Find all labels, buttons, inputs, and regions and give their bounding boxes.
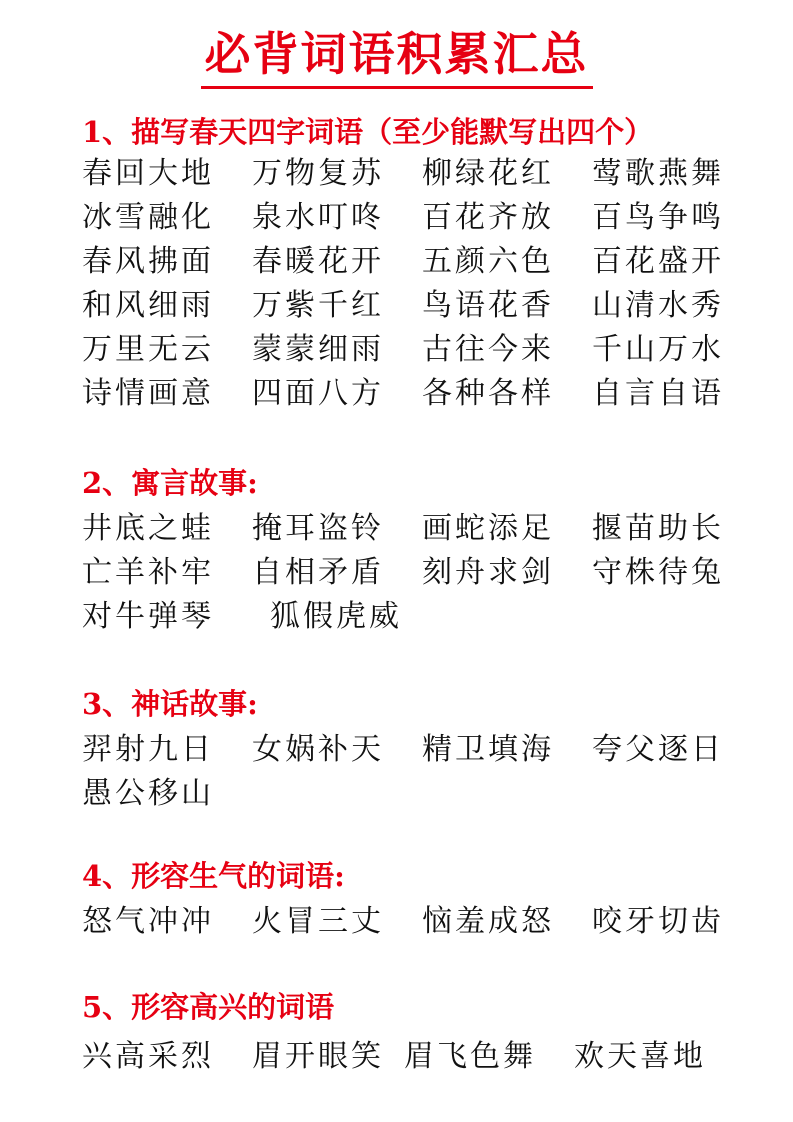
term-grid	[82, 507, 762, 639]
section-heading: 2、寓言故事:	[82, 466, 258, 500]
term-item: 眉飞色舞	[404, 1039, 536, 1074]
term-item: 羿射九日	[82, 732, 214, 767]
term-item: 泉水叮咚	[252, 200, 384, 235]
term-grid	[82, 728, 762, 816]
term-item: 诗情画意	[82, 376, 214, 411]
term-item: 古往今来	[422, 332, 554, 367]
term-item: 千山万水	[592, 332, 724, 367]
term-item: 和风细雨	[82, 288, 214, 323]
section-heading: 4、形容生气的词语:	[82, 859, 345, 893]
term-item: 春风拂面	[82, 244, 214, 279]
term-item: 夸父逐日	[592, 732, 724, 767]
term-item: 火冒三丈	[252, 904, 384, 939]
term-item: 春暖花开	[252, 244, 384, 279]
page-title: 必背词语积累汇总	[201, 24, 593, 89]
section-myths	[82, 684, 762, 816]
term-item: 春回大地	[82, 156, 214, 191]
term-row	[82, 1035, 762, 1079]
term-item: 山清水秀	[592, 288, 724, 323]
term-item: 百鸟争鸣	[592, 200, 724, 235]
term-item: 万里无云	[82, 332, 214, 367]
section-heading: 3、神话故事:	[82, 687, 258, 721]
term-item: 咬牙切齿	[592, 904, 724, 939]
term-item: 欢天喜地	[574, 1039, 706, 1074]
term-item: 揠苗助长	[592, 511, 724, 546]
term-item: 亡羊补牢	[82, 555, 214, 590]
term-item: 万紫千红	[252, 288, 384, 323]
term-item: 掩耳盗铃	[252, 511, 384, 546]
term-item: 恼羞成怒	[422, 904, 554, 939]
term-item: 对牛弹琴	[82, 599, 214, 634]
term-item: 狐假虎威	[270, 599, 402, 634]
term-item: 自相矛盾	[252, 555, 384, 590]
section-happy-words	[82, 987, 762, 1079]
section-spring-idioms	[82, 112, 762, 416]
section-angry-words	[82, 856, 762, 944]
term-item: 刻舟求剑	[422, 555, 554, 590]
term-item: 万物复苏	[252, 156, 384, 191]
term-item: 鸟语花香	[422, 288, 554, 323]
term-item: 蒙蒙细雨	[252, 332, 384, 367]
title-container	[0, 24, 793, 89]
section-heading: 5、形容高兴的词语	[82, 990, 335, 1024]
term-grid	[82, 152, 762, 416]
term-item: 莺歌燕舞	[592, 156, 724, 191]
term-item: 井底之蛙	[82, 511, 214, 546]
term-item: 精卫填海	[422, 732, 554, 767]
term-item: 冰雪融化	[82, 200, 214, 235]
term-item: 各种各样	[422, 376, 554, 411]
term-item: 眉开眼笑	[252, 1039, 384, 1074]
term-item: 怒气冲冲	[82, 904, 214, 939]
term-item: 守株待兔	[592, 555, 724, 590]
term-item: 兴高采烈	[82, 1039, 214, 1074]
term-item: 百花齐放	[422, 200, 554, 235]
section-fables	[82, 463, 762, 639]
term-item: 女娲补天	[252, 732, 384, 767]
term-item: 五颜六色	[422, 244, 554, 279]
term-item: 画蛇添足	[422, 511, 554, 546]
term-item: 自言自语	[592, 376, 724, 411]
term-grid	[82, 900, 762, 944]
term-item: 愚公移山	[82, 776, 214, 811]
term-item: 百花盛开	[592, 244, 724, 279]
section-heading: 1、描写春天四字词语（至少能默写出四个）	[82, 115, 654, 149]
term-item: 柳绿花红	[422, 156, 554, 191]
term-item: 四面八方	[252, 376, 384, 411]
